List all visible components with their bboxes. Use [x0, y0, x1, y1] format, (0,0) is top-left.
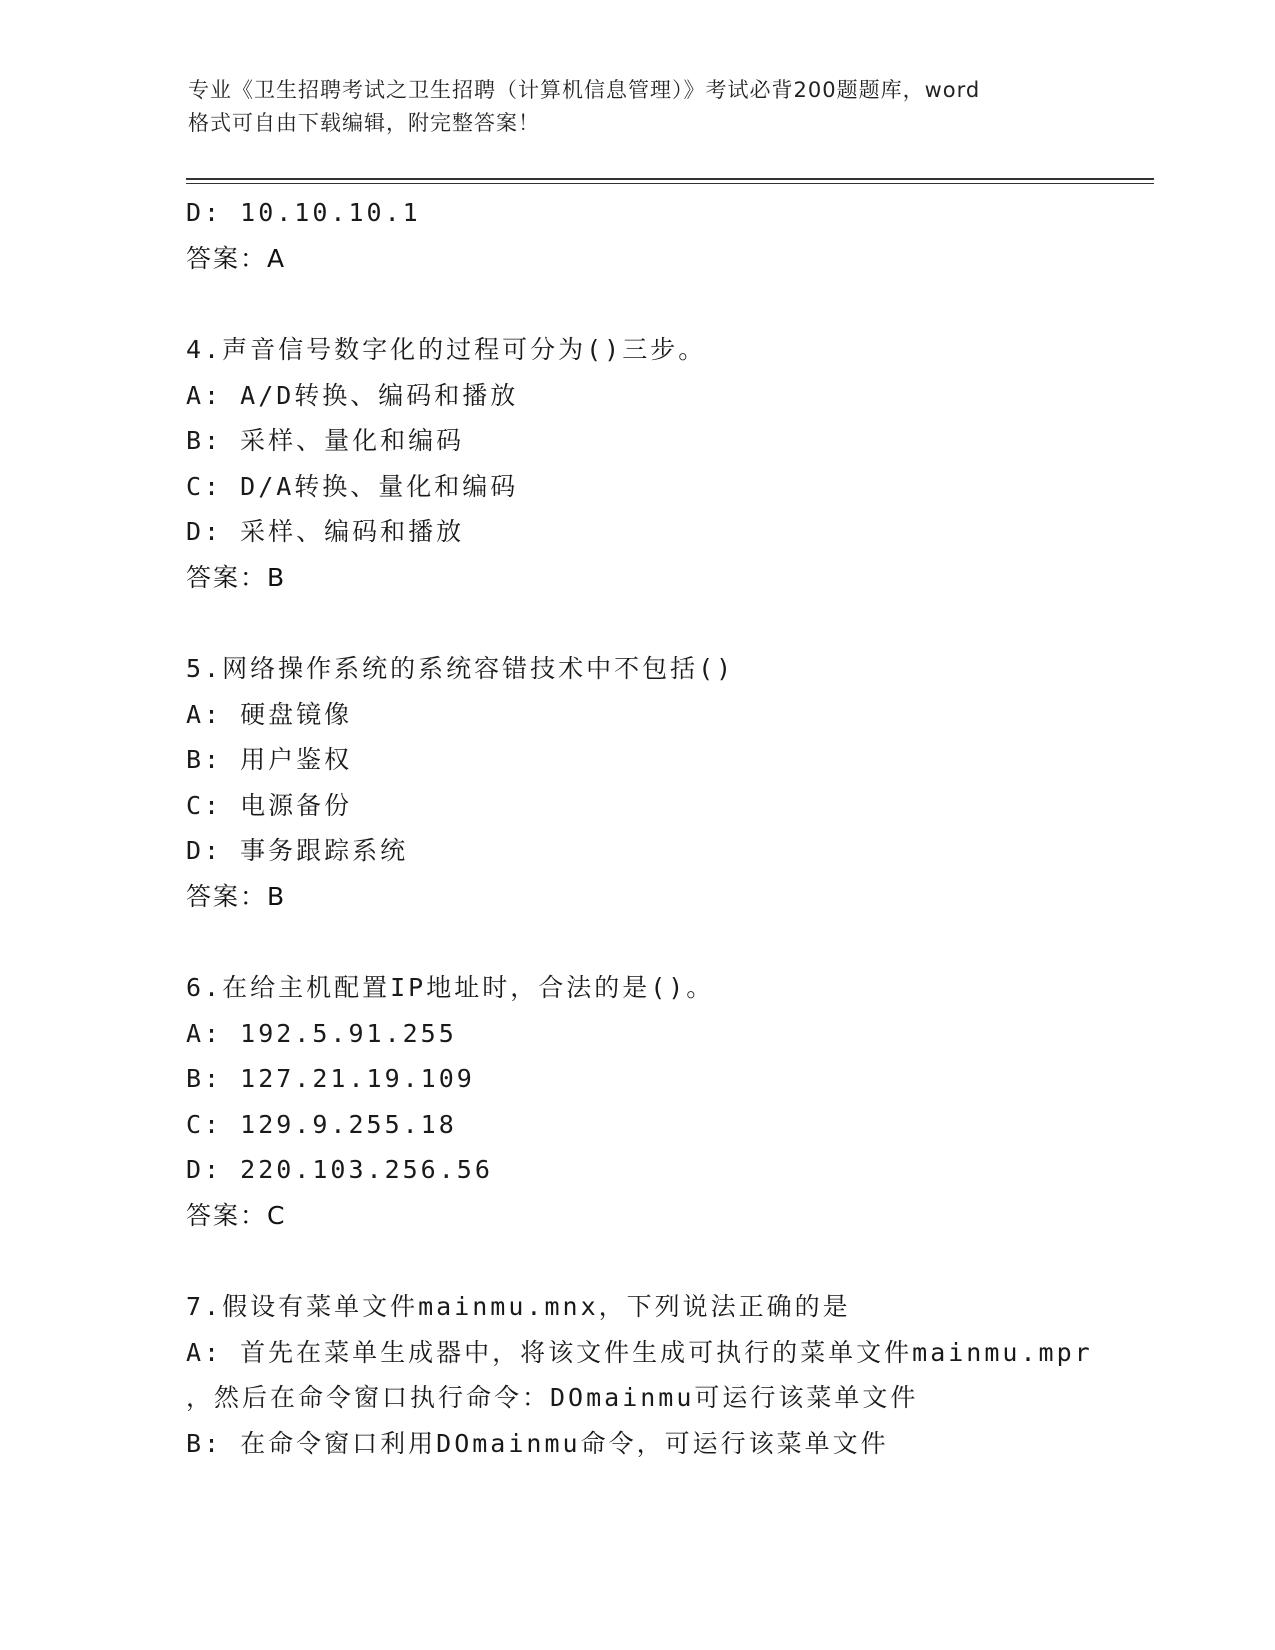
- option-b: B: 在命令窗口利用DOmainmu命令，可运行该菜单文件: [186, 1428, 889, 1458]
- answer-line: 答案：B: [186, 562, 287, 592]
- option-a: A: 192.5.91.255: [186, 1018, 457, 1048]
- header-rule-thin: [186, 183, 1154, 184]
- question-stem: 6.在给主机配置IP地址时，合法的是()。: [186, 973, 715, 1002]
- question-stem: 7.假设有菜单文件mainmu.mnx，下列说法正确的是: [186, 1292, 851, 1321]
- option-d: D: 采样、编码和播放: [186, 517, 465, 546]
- question-list: [186, 190, 1146, 1466]
- option-a: A: 硬盘镜像: [186, 699, 353, 729]
- header-rule-thick: [186, 178, 1154, 180]
- question-block-5: [186, 646, 1146, 919]
- question-block-prev: [186, 190, 1146, 281]
- option-b: B: 127.21.19.109: [186, 1064, 475, 1093]
- header-title-line-1: 专业《卫生招聘考试之卫生招聘（计算机信息管理）》考试必背200题题库，word: [188, 78, 981, 102]
- document-header: [188, 74, 1088, 140]
- option-c: C: 电源备份: [186, 790, 353, 820]
- question-block-7: [186, 1284, 1146, 1466]
- option-c: C: 129.9.255.18: [186, 1109, 457, 1139]
- question-block-4: [186, 327, 1146, 600]
- question-stem: 4.声音信号数字化的过程可分为()三步。: [186, 335, 707, 364]
- question-stem: 5.网络操作系统的系统容错技术中不包括(): [186, 654, 735, 683]
- option-d: D: 10.10.10.1: [186, 198, 421, 227]
- option-a-line-2: ，然后在命令窗口执行命令：DOmainmu可运行该菜单文件: [186, 1383, 919, 1412]
- question-block-6: [186, 965, 1146, 1238]
- answer-line: 答案：C: [186, 1200, 287, 1230]
- answer-line: 答案：B: [186, 881, 287, 911]
- option-a: A: A/D转换、编码和播放: [186, 380, 519, 410]
- option-d: D: 220.103.256.56: [186, 1155, 493, 1184]
- header-title-line-2: 格式可自由下载编辑，附完整答案！: [188, 111, 540, 135]
- option-b: B: 用户鉴权: [186, 745, 353, 774]
- option-d: D: 事务跟踪系统: [186, 836, 409, 865]
- answer-line: 答案：A: [186, 243, 287, 273]
- option-b: B: 采样、量化和编码: [186, 426, 465, 455]
- option-a-line-1: A: 首先在菜单生成器中，将该文件生成可执行的菜单文件mainmu.mpr: [186, 1337, 1093, 1367]
- option-c: C: D/A转换、量化和编码: [186, 471, 519, 501]
